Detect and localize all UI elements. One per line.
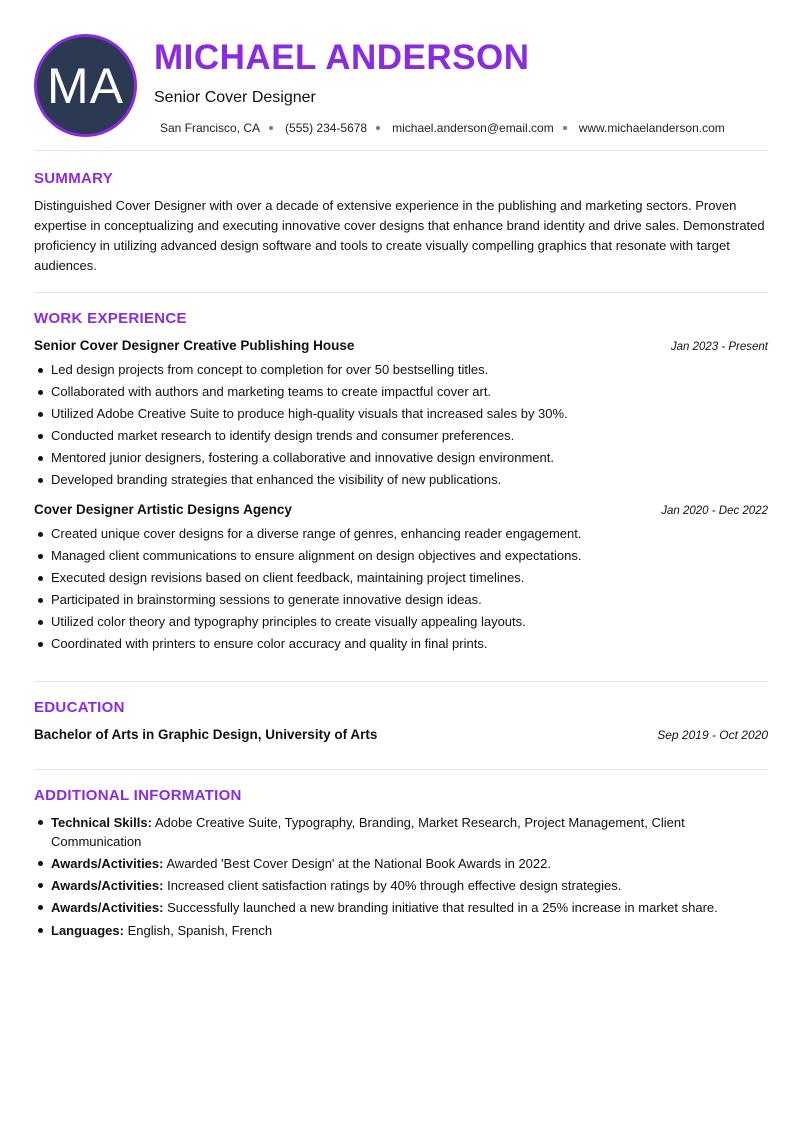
list-item: Coordinated with printers to ensure color accuracy and quality in final prints.	[34, 633, 768, 655]
item-label: Technical Skills:	[51, 815, 152, 830]
list-item: Developed branding strategies that enhanced the visibility of new publications.	[34, 469, 768, 491]
experience-heading: WORK EXPERIENCE	[34, 310, 187, 327]
item-text: Increased client satisfaction ratings by 40% through effective design strategies.	[167, 878, 622, 893]
job-dates: Jan 2023 - Present	[670, 341, 768, 353]
candidate-title: Senior Cover Designer	[154, 89, 316, 106]
contact-bar	[160, 121, 725, 135]
job-role: Senior Cover Designer Creative Publishing House	[34, 338, 355, 353]
list-item	[34, 813, 768, 851]
education-heading: EDUCATION	[34, 699, 125, 716]
job-dates: Jan 2020 - Dec 2022	[661, 505, 768, 517]
education-dates: Sep 2019 - Oct 2020	[657, 728, 768, 742]
list-item: Participated in brainstorming sessions to generate innovative design ideas.	[34, 589, 768, 611]
avatar-initials: MA	[47, 57, 124, 114]
separator-dot-icon	[376, 126, 380, 130]
experience-section	[34, 293, 768, 681]
candidate-name: MICHAEL ANDERSON	[154, 38, 530, 77]
job-role: Cover Designer Artistic Designs Agency	[34, 502, 292, 517]
item-label: Awards/Activities:	[51, 900, 164, 915]
education-degree: Bachelor of Arts in Graphic Design, University of Arts	[34, 727, 378, 742]
item-label: Awards/Activities:	[51, 878, 164, 893]
list-item	[34, 898, 768, 917]
job-header	[34, 502, 768, 517]
item-text: Adobe Creative Suite, Typography, Branding, Market Research, Project Management, Client Communication	[51, 815, 685, 849]
job-entry	[34, 502, 768, 655]
additional-section	[34, 770, 768, 940]
list-item	[34, 921, 768, 940]
list-item	[34, 876, 768, 895]
additional-list	[34, 813, 768, 940]
item-label: Awards/Activities:	[51, 856, 164, 871]
job-bullets	[34, 523, 768, 655]
separator-dot-icon	[269, 126, 273, 130]
list-item: Executed design revisions based on client feedback, maintaining project timelines.	[34, 567, 768, 589]
item-text: Awarded 'Best Cover Design' at the National Book Awards in 2022.	[166, 856, 551, 871]
resume-header	[34, 34, 768, 150]
item-text: Successfully launched a new branding initiative that resulted in a 25% increase in market share.	[167, 900, 718, 915]
additional-heading: ADDITIONAL INFORMATION	[34, 787, 242, 804]
contact-location: San Francisco, CA	[160, 121, 261, 135]
job-entry	[34, 338, 768, 491]
list-item: Utilized Adobe Creative Suite to produce high-quality visuals that increased sales by 30%.	[34, 403, 768, 425]
summary-text: Distinguished Cover Designer with over a decade of extensive experience in the publishing and marketing sectors. Proven expertise in conceptualizing and executing innovative cover designs that enhance brand identity and drive sales. Demonstrated proficiency in utilizing advanced design software and tools to create visually compelling graphics that resonate with target audiences.	[34, 198, 765, 273]
list-item: Led design projects from concept to completion for over 50 bestselling titles.	[34, 359, 768, 381]
item-text: English, Spanish, French	[127, 923, 273, 938]
summary-heading: SUMMARY	[34, 170, 114, 187]
list-item: Conducted market research to identify design trends and consumer preferences.	[34, 425, 768, 447]
job-bullets	[34, 359, 768, 491]
summary-section	[34, 151, 768, 292]
job-header	[34, 338, 768, 353]
education-entry	[34, 727, 768, 742]
avatar	[34, 34, 137, 137]
list-item: Utilized color theory and typography principles to create visually appealing layouts.	[34, 611, 768, 633]
list-item: Mentored junior designers, fostering a collaborative and innovative design environment.	[34, 447, 768, 469]
list-item	[34, 854, 768, 873]
contact-email[interactable]: michael.anderson@email.com	[392, 121, 554, 135]
contact-website[interactable]: www.michaelanderson.com	[578, 121, 725, 135]
list-item: Managed client communications to ensure alignment on design objectives and expectations.	[34, 545, 768, 567]
list-item: Collaborated with authors and marketing teams to create impactful cover art.	[34, 381, 768, 403]
separator-dot-icon	[563, 126, 567, 130]
contact-phone: (555) 234-5678	[285, 121, 368, 135]
item-label: Languages:	[51, 923, 124, 938]
resume-page	[34, 34, 768, 943]
education-section	[34, 682, 768, 769]
list-item: Created unique cover designs for a diverse range of genres, enhancing reader engagement.	[34, 523, 768, 545]
